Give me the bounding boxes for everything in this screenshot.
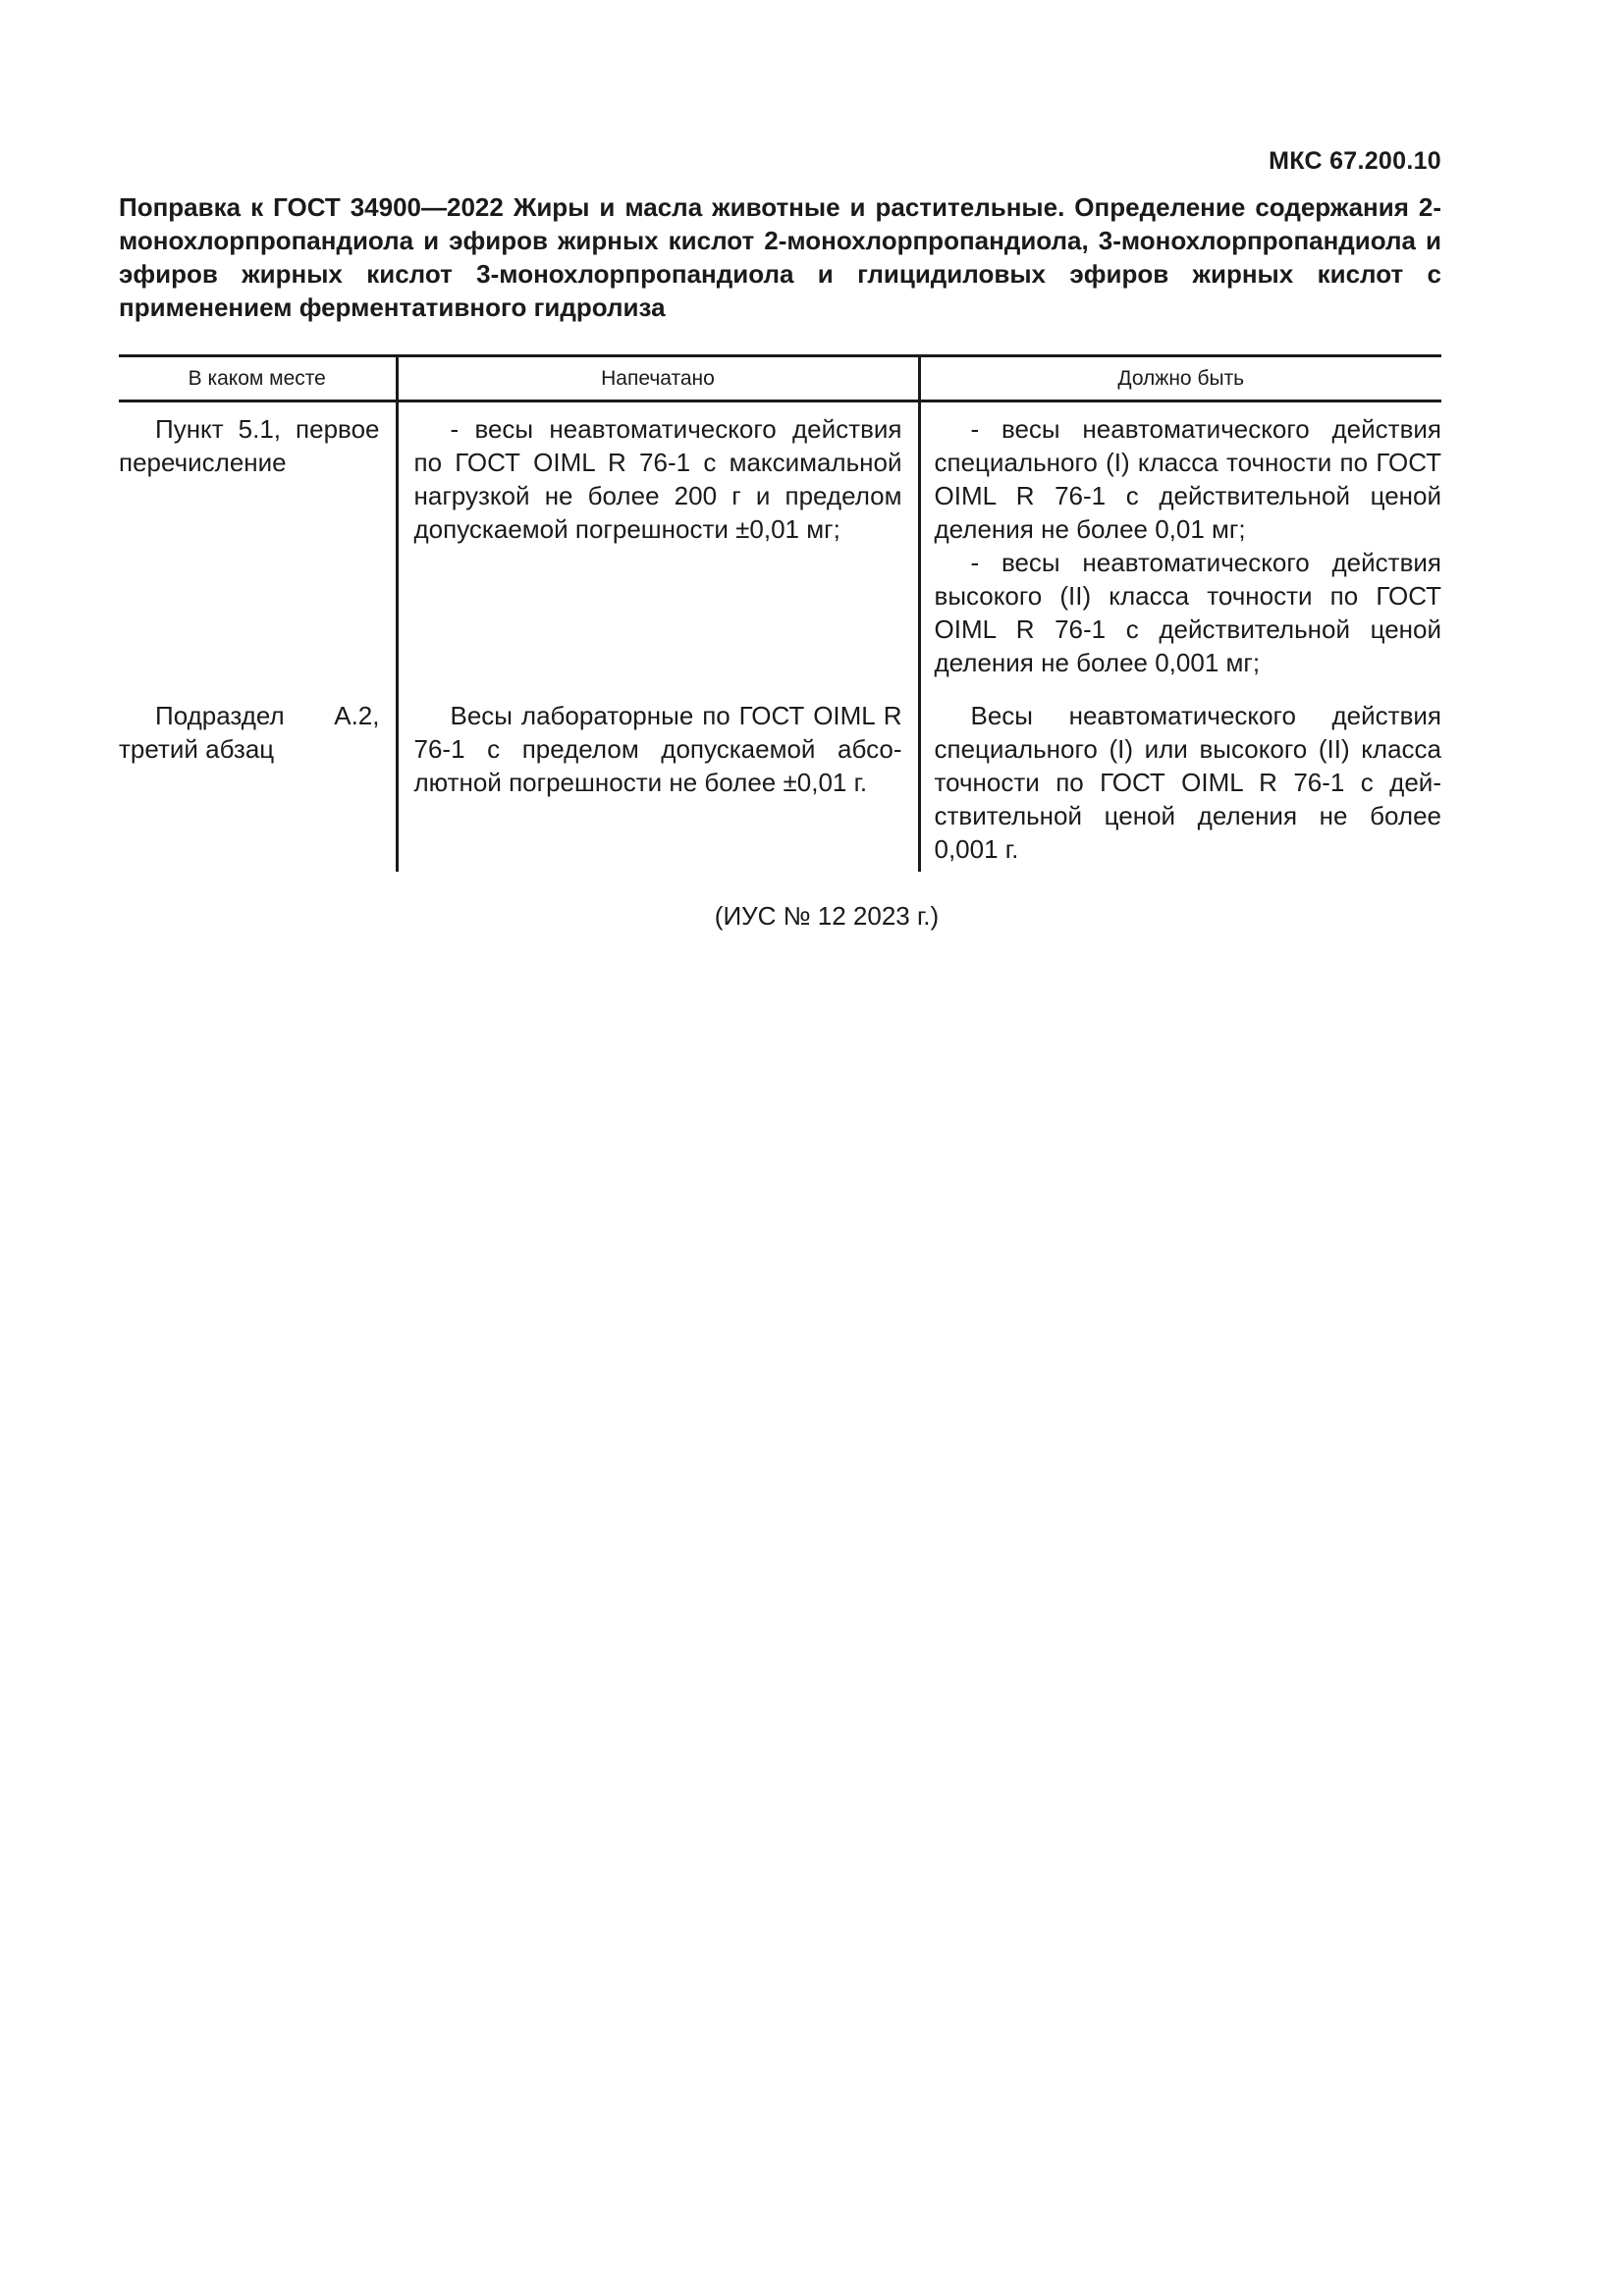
should-be-text: Весы неавтоматического действия специального (I) или высокого (II) класса точности по ГОСТ OIML R 76-1 с действительной ценой деления не более 0,001 г. bbox=[934, 701, 1441, 864]
amendment-table bbox=[119, 354, 1441, 872]
cell-should-be bbox=[919, 699, 1441, 872]
cell-printed bbox=[397, 699, 919, 872]
table-header-row bbox=[119, 356, 1441, 401]
location-text: Подраздел А.2, третий абзац bbox=[119, 701, 380, 764]
table-row bbox=[119, 699, 1441, 872]
cell-location bbox=[119, 699, 397, 872]
table-row bbox=[119, 401, 1441, 700]
should-be-text: - весы неавтоматического действия специального (I) класса точности по ГОСТ OIML R 76-1 с действительной ценой деления не более 0,01 мг; bbox=[934, 414, 1441, 544]
should-be-text: - весы неавтоматического действия высокого (II) класса точности по ГОСТ OIML R 76-1 с действительной ценой деления не более 0,001 мг; bbox=[934, 548, 1441, 677]
location-text: Пункт 5.1, первое перечисление bbox=[119, 414, 380, 477]
header-should-be: Должно быть bbox=[919, 356, 1441, 401]
cell-should-be bbox=[919, 401, 1441, 700]
header-printed: Напечатано bbox=[397, 356, 919, 401]
cell-location bbox=[119, 401, 397, 700]
header-location: В каком месте bbox=[119, 356, 397, 401]
cell-printed bbox=[397, 401, 919, 700]
amendment-title: Поправка к ГОСТ 34900—2022 Жиры и масла животные и растительные. Определение содержания 2-монохлорпропандиола и эфиров жирных кислот 2-монохлорпропандиола, 3-монохлорпропандиола и эфиров жирных кислот 3-монохлорпропандиола и глицидиловых эфиров жирных кислот с применением ферментативного гидролиза bbox=[119, 192, 1441, 322]
publication-note: (ИУС № 12 2023 г.) bbox=[714, 901, 940, 931]
printed-text: - весы неавтоматического действия по ГОСТ OIML R 76-1 с максимальной нагрузкой не более 200 г и пределом допускаемой погрешности ±0,01 мг; bbox=[413, 414, 902, 544]
classification-code: МКС 67.200.10 bbox=[1269, 147, 1441, 175]
printed-text: Весы лабораторные по ГОСТ OIML R 76-1 с пределом допускаемой абсолютной погрешности не более ±0,01 г. bbox=[413, 701, 902, 797]
